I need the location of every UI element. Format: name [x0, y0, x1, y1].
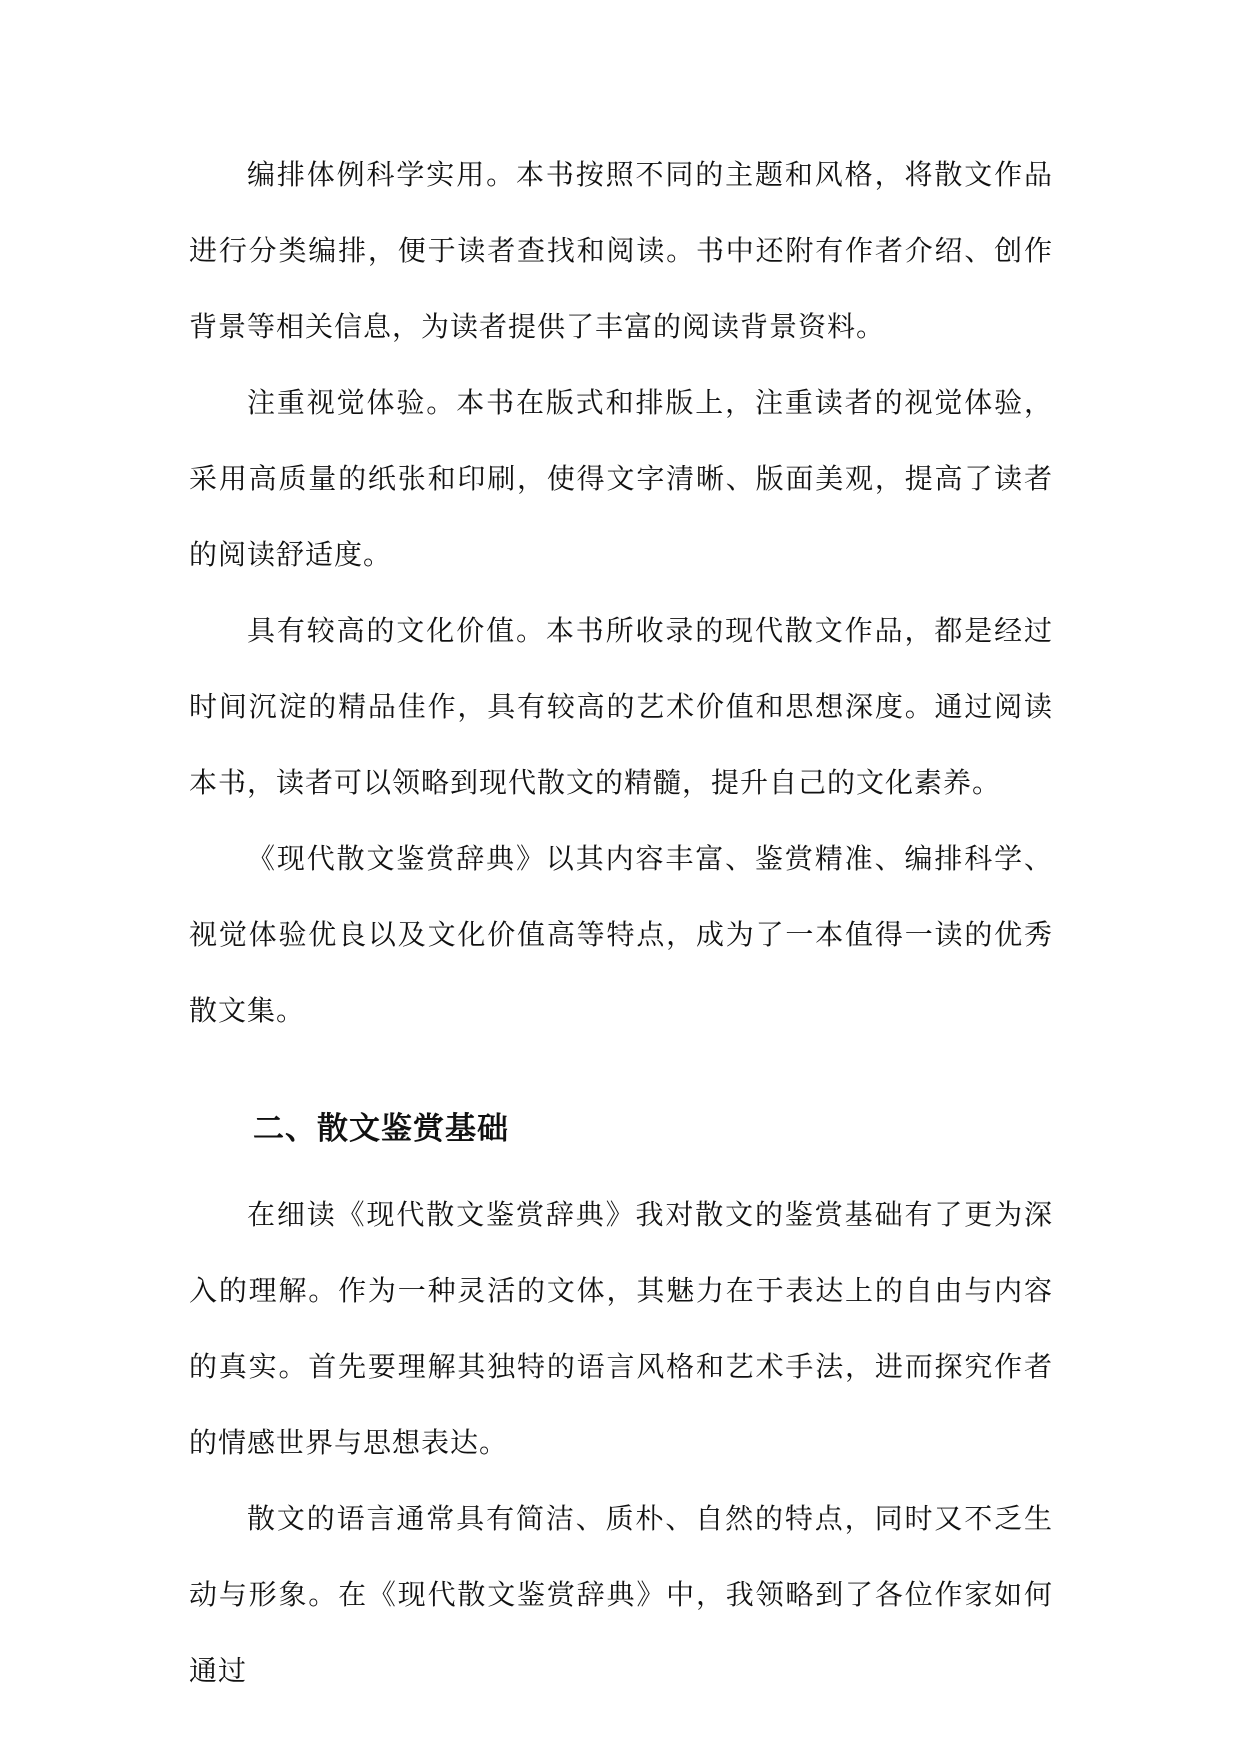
paragraph-layout-style: 编排体例科学实用。本书按照不同的主题和风格，将散文作品进行分类编排，便于读者查找和阅读。书中还附有作者介绍、创作背景等相关信息，为读者提供了丰富的阅读背景资料。 — [189, 158, 1053, 343]
paragraph-language-features: 散文的语言通常具有简洁、质朴、自然的特点，同时又不乏生动与形象。在《现代散文鉴赏辞典》中，我领略到了各位作家如何通过 — [189, 1502, 1053, 1687]
paragraph-cultural-value: 具有较高的文化价值。本书所收录的现代散文作品，都是经过时间沉淀的精品佳作，具有较高的艺术价值和思想深度。通过阅读本书，读者可以领略到现代散文的精髓，提升自己的文化素养。 — [189, 614, 1053, 799]
page-content — [189, 137, 1053, 1709]
section-heading: 二、散文鉴赏基础 — [253, 1111, 509, 1147]
paragraph-summary: 《现代散文鉴赏辞典》以其内容丰富、鉴赏精准、编排科学、视觉体验优良以及文化价值高等特点，成为了一本值得一读的优秀散文集。 — [189, 842, 1053, 1027]
paragraph-visual-experience: 注重视觉体验。本书在版式和排版上，注重读者的视觉体验，采用高质量的纸张和印刷，使得文字清晰、版面美观，提高了读者的阅读舒适度。 — [189, 386, 1053, 571]
paragraph-appreciation-basics: 在细读《现代散文鉴赏辞典》我对散文的鉴赏基础有了更为深入的理解。作为一种灵活的文体，其魅力在于表达上的自由与内容的真实。首先要理解其独特的语言风格和艺术手法，进而探究作者的情感世界与思想表达。 — [189, 1198, 1053, 1459]
